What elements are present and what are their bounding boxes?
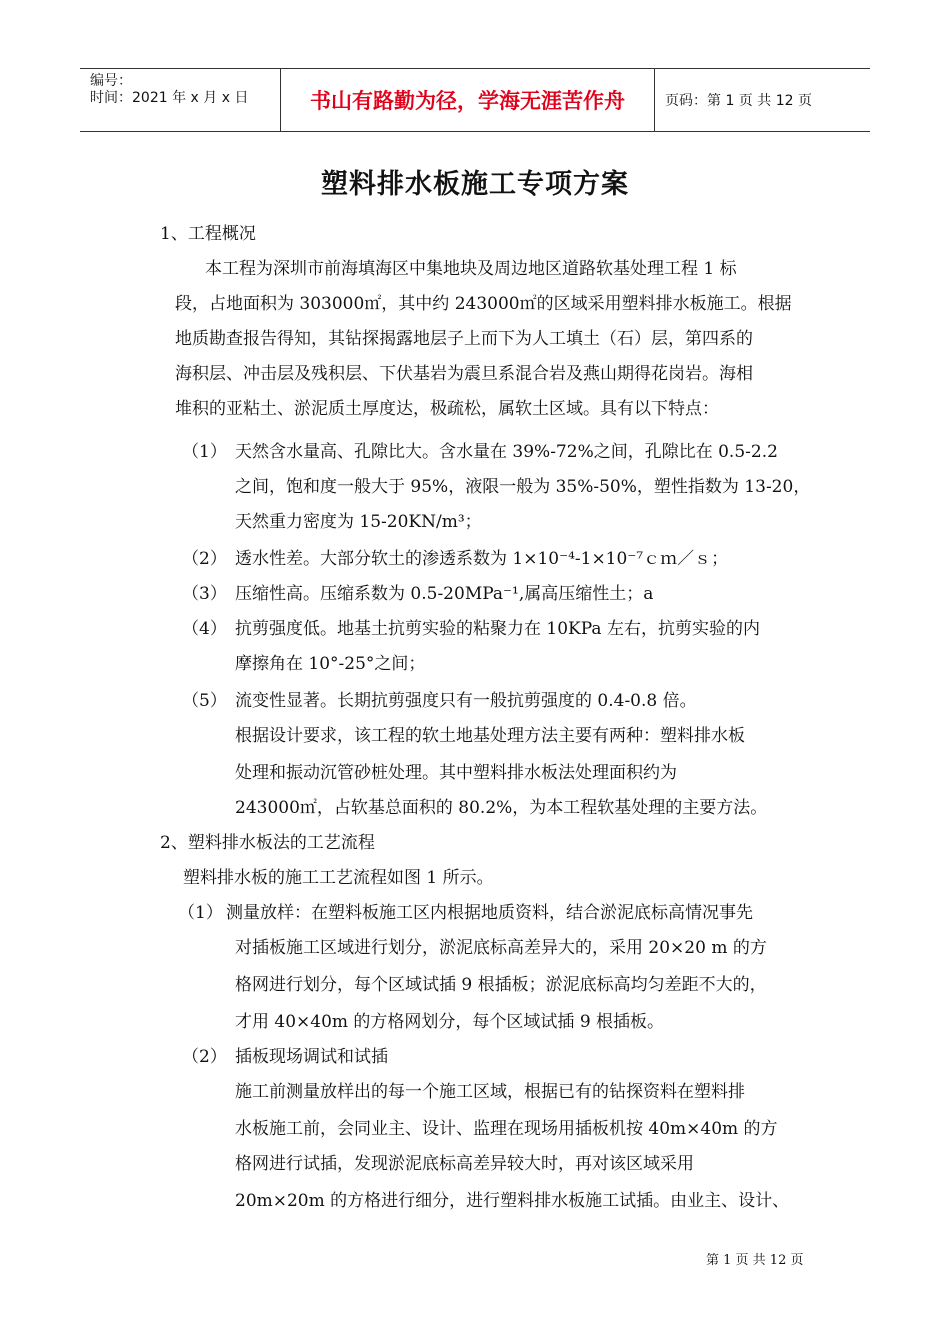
paragraph-line: 段，占地面积为 303000㎡，其中约 243000㎡的区域采用塑料排水板施工。根据 [175,294,792,314]
list-item-text: 测量放样：在塑料板施工区内根据地质资料，结合淤泥底标高情况事先 [226,903,753,923]
document-title: 塑料排水板施工专项方案 [321,169,629,200]
list-marker: （2） [182,549,227,569]
list-marker: （3） [182,584,227,604]
paragraph-line: 格网进行试插，发现淤泥底标高差异较大时，再对该区域采用 [235,1154,694,1174]
header-divider [654,69,655,131]
paragraph-line: 堆积的亚粘土、淤泥质土厚度达，极疏松，属软土区域。具有以下特点： [175,399,719,419]
list-item-text: 透水性差。大部分软土的渗透系数为 1×10⁻⁴-1×10⁻⁷ｃｍ／ｓ； [235,549,729,569]
paragraph-line: 塑料排水板的施工工艺流程如图 1 所示。 [183,868,494,888]
header-page-number: 页码：第 1 页 共 12 页 [665,93,812,109]
list-marker: （1） [182,442,227,462]
paragraph-line: 根据设计要求，该工程的软土地基处理方法主要有两种：塑料排水板 [235,726,745,746]
list-item-text: 才用 40×40m 的方格网划分，每个区域试插 9 根插板。 [235,1012,665,1032]
paragraph-line: 海积层、冲击层及残积层、下伏基岩为震旦系混合岩及燕山期得花岗岩。海相 [175,364,753,384]
paragraph-line: 243000㎡，占软基总面积的 80.2%，为本工程软基处理的主要方法。 [235,798,768,818]
list-item-text: 压缩性高。压缩系数为 0.5-20MPa⁻¹,属高压缩性土；a [235,584,654,604]
list-marker: （4） [182,619,227,639]
document-number: 编号： [90,73,132,89]
header-motto: 书山有路勤为径，学海无涯苦作舟 [310,89,625,113]
paragraph-line: 施工前测量放样出的每一个施工区域，根据已有的钻探资料在塑料排 [235,1082,745,1102]
list-item-text: 对插板施工区域进行划分，淤泥底标高差异大的，采用 20×20 m 的方 [235,938,767,958]
page-header [80,68,870,132]
list-marker: （5） [182,691,227,711]
paragraph-line: 本工程为深圳市前海填海区中集地块及周边地区道路软基处理工程 1 标 [205,259,737,279]
paragraph-line: 20m×20m 的方格进行细分，进行塑料排水板施工试插。由业主、设计、 [235,1191,790,1211]
list-item-text: 流变性显著。长期抗剪强度只有一般抗剪强度的 0.4-0.8 倍。 [235,691,697,711]
page-footer: 第 1 页 共 12 页 [706,1253,804,1268]
list-marker: （2） [182,1047,227,1067]
paragraph-line: 地质勘查报告得知，其钻探揭露地层子上而下为人工填土（石）层，第四系的 [175,329,753,349]
section-heading: 2、塑料排水板法的工艺流程 [160,833,375,853]
paragraph-line: 水板施工前，会同业主、设计、监理在现场用插板机按 40m×40m 的方 [235,1119,778,1139]
list-item-text: 插板现场调试和试插 [235,1047,388,1067]
list-item-text: 抗剪强度低。地基土抗剪实验的粘聚力在 10KPa 左右，抗剪实验的内 [235,619,760,639]
document-time: 时间：2021 年 x 月 x 日 [90,90,249,106]
list-item-text: 天然重力密度为 15-20KN/m³； [235,512,482,532]
list-item-text: 格网进行划分，每个区域试插 9 根插板；淤泥底标高均匀差距不大的， [235,975,767,995]
list-item-text: 摩擦角在 10°-25°之间； [235,654,426,674]
header-info-cell [80,69,280,131]
paragraph-line: 处理和振动沉管砂桩处理。其中塑料排水板法处理面积约为 [235,763,677,783]
list-item-text: 之间，饱和度一般大于 95%，液限一般为 35%-50%，塑性指数为 13-20， [235,477,811,497]
section-heading: 1、工程概况 [160,224,256,244]
list-item-text: 天然含水量高、孔隙比大。含水量在 39%-72%之间，孔隙比在 0.5-2.2 [235,442,778,462]
list-marker: （1） [178,903,223,923]
